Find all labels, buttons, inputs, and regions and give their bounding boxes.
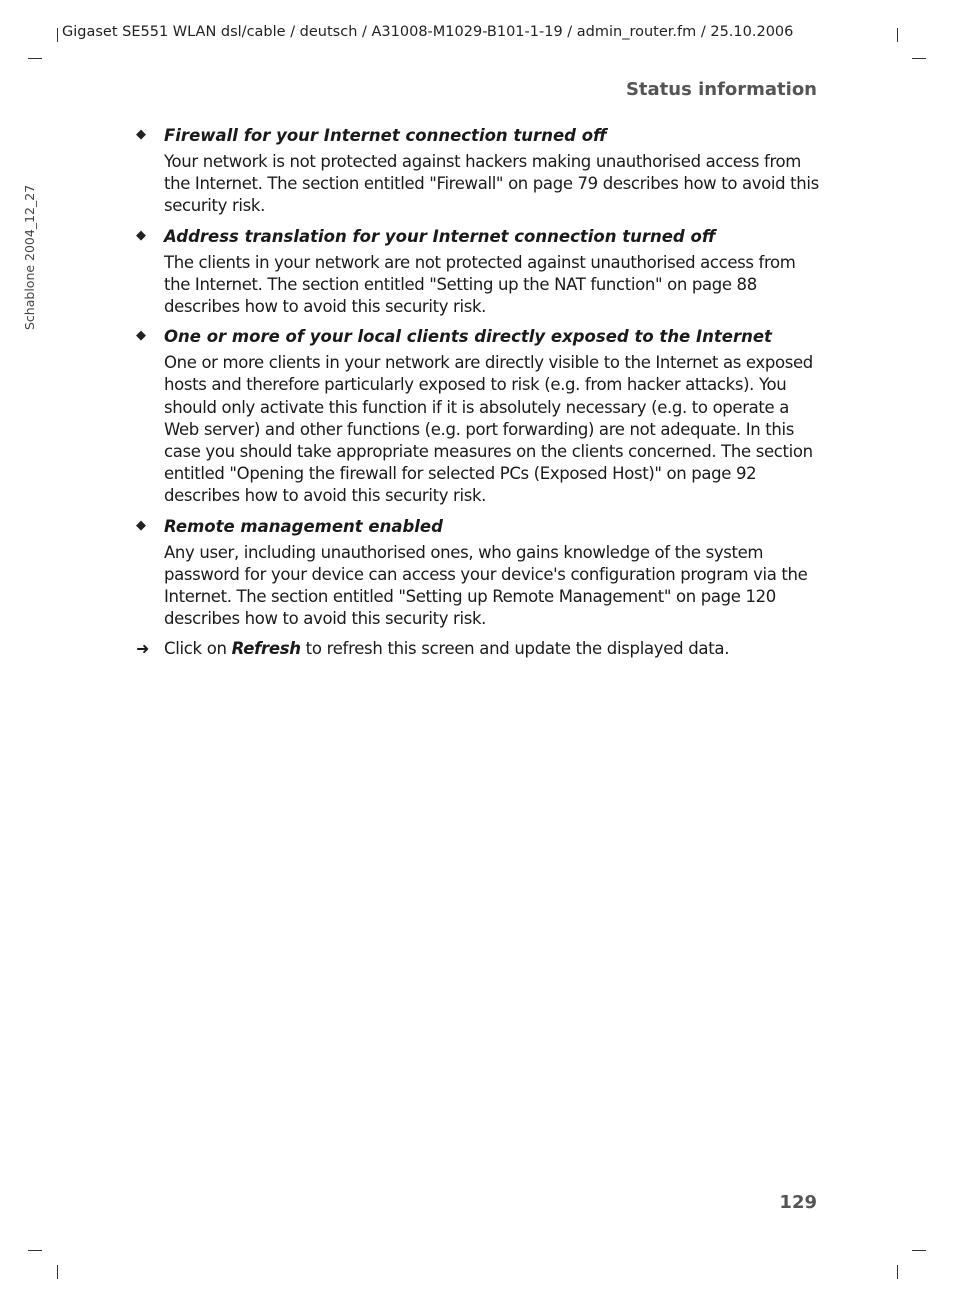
diamond-bullet-icon: ◆	[136, 227, 146, 243]
instruction-text	[164, 638, 821, 660]
list-item	[136, 326, 821, 507]
status-warning-list	[136, 125, 821, 660]
crop-mark	[28, 58, 42, 59]
arrow-right-icon: ➜	[136, 639, 150, 659]
diamond-bullet-icon: ◆	[136, 127, 146, 142]
item-body: The clients in your network are not protected against unauthorised access from the Internet. The section entitled "Setting up the NAT function" on page 88 describes how to avoid this security risk.	[164, 252, 796, 317]
item-body: Your network is not protected against hackers making unauthorised access from the Internet. The section entitled "Firewall" on page 79 describes how to avoid this security risk.	[164, 152, 819, 216]
diamond-bullet-icon: ◆	[136, 517, 146, 533]
crop-mark	[912, 1250, 926, 1251]
crop-mark	[57, 28, 58, 42]
template-label: Schablone 2004_12_27	[22, 184, 37, 330]
item-title: Remote management enabled	[164, 516, 443, 536]
list-item	[136, 516, 821, 631]
list-item	[136, 226, 821, 319]
item-body: Any user, including unauthorised ones, who gains knowledge of the system password for your device can access your device's configuration program via the Internet. The section entitled "Setting up Remote Management" on page 120 describes how to avoid this security risk.	[164, 542, 808, 629]
refresh-instruction	[136, 638, 821, 660]
section-title: Status information	[625, 79, 817, 100]
crop-mark	[897, 1265, 898, 1279]
crop-mark	[912, 58, 926, 59]
crop-mark	[897, 28, 898, 42]
diamond-bullet-icon: ◆	[136, 328, 146, 344]
crop-mark	[28, 1250, 42, 1251]
item-title: One or more of your local clients directly exposed to the Internet	[164, 327, 772, 347]
crop-mark	[57, 1265, 58, 1279]
instruction-suffix: to refresh this screen and update the displayed data.	[300, 639, 730, 659]
item-title: Firewall for your Internet connection turned off	[164, 126, 607, 145]
document-header: Gigaset SE551 WLAN dsl/cable / deutsch / A31008-M1029-B101-1-19 / admin_router.fm / 25.10.2006	[62, 24, 794, 40]
instruction-prefix: Click on	[164, 639, 232, 659]
list-item	[136, 125, 821, 218]
item-body: One or more clients in your network are directly visible to the Internet as exposed hosts and therefore particularly exposed to risk (e.g. from hacker attacks). You should only activate this function if it is absolutely necessary (e.g. to operate a Web server) and other functions (e.g. port forwarding) are not adequate. In this case you should take appropriate measures on the clients concerned. The section entitled "Opening the firewall for selected PCs (Exposed Host)" on page 92 describes how to avoid this security risk.	[164, 353, 813, 506]
page-number: 129	[779, 1192, 817, 1213]
refresh-keyword: Refresh	[231, 639, 301, 659]
item-title: Address translation for your Internet connection turned off	[164, 226, 716, 246]
